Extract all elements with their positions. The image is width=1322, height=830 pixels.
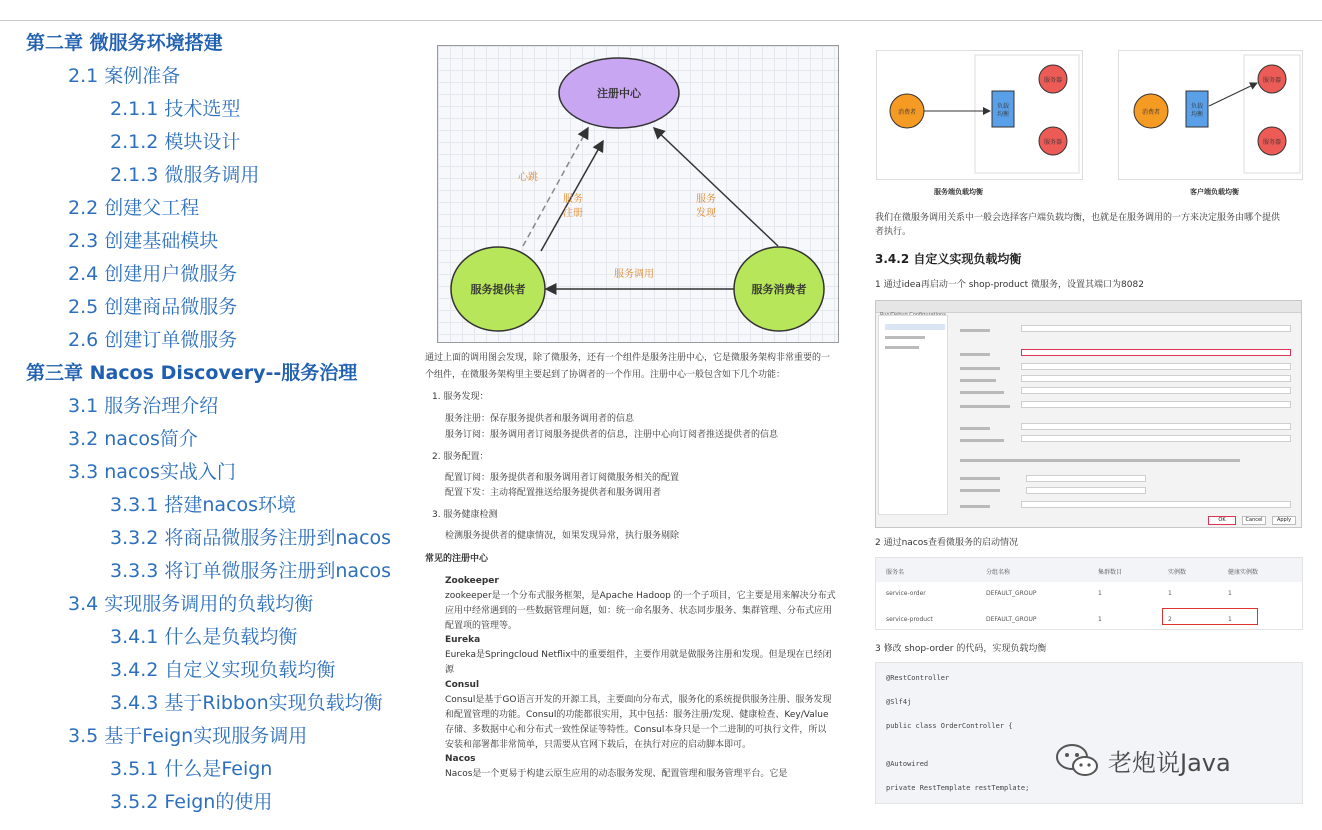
zookeeper-heading: • Zookeeper <box>445 575 865 588</box>
toc-entry[interactable]: 3.3.1 搭建nacos环境 <box>110 494 297 516</box>
code-block <box>875 662 1303 804</box>
lb-text-line-2: 者执行。 <box>875 227 912 237</box>
code-line: @RestController <box>886 674 950 682</box>
step-1: 1 通过idea再启动一个 shop-product 微服务，设置其端口为8082 <box>875 280 1144 290</box>
toc-entry[interactable]: 2.5 创建商品微服务 <box>68 296 238 318</box>
client-lb-caption: 客户端负载均衡 <box>1190 188 1239 196</box>
table-header-cell: 实例数 <box>1168 569 1187 576</box>
provider-label: 服务提供者 <box>470 283 526 296</box>
consul-line-3: 存储、多数据中心和分布式一致性保证等特性。Consul本身只是一个二进制的可执行文件，所以 <box>445 725 827 735</box>
code-line: public class OrderController { <box>886 722 1013 730</box>
toc-entry[interactable]: 3.1 服务治理介绍 <box>68 395 219 417</box>
consumer-node-label: 消费者 <box>897 109 917 116</box>
server-lb-svg <box>877 51 1084 181</box>
register-label-1: 服务 <box>563 194 583 205</box>
toc-entry[interactable]: 2.3 创建基础模块 <box>68 230 219 252</box>
client-lb-label-1: 负载 <box>1190 103 1204 110</box>
dialog-nav-pane <box>878 315 948 515</box>
feature-2: 2. 服务配置： <box>432 452 489 462</box>
discover-label-2: 发现 <box>696 208 716 219</box>
table-cell: DEFAULT_GROUP <box>986 590 1037 597</box>
step-2: 2 通过nacos查看微服务的启动情况 <box>875 538 1018 548</box>
client-consumer-label: 消费者 <box>1141 109 1161 116</box>
common-registries-heading: 常见的注册中心 <box>425 554 489 564</box>
table-cell: DEFAULT_GROUP <box>986 616 1037 623</box>
client-lb-label-2: 均衡 <box>1190 111 1204 118</box>
server-lb-caption: 服务端负载均衡 <box>934 188 983 196</box>
eureka-line-2: 源 <box>445 665 455 675</box>
watermark-text: 老炮说Java <box>1108 748 1231 777</box>
discover-arrow <box>654 128 778 246</box>
eureka-line-1: Eureka是Springcloud Netflix中的重要组件，主要作用就是做服务注册和发现。但是现在已经闭 <box>445 650 832 660</box>
server-lb-panel <box>876 50 1083 180</box>
feature-2a: • 配置订阅：服务提供者和服务调用者订阅微服务相关的配置 <box>445 472 865 485</box>
toc-entry[interactable]: 3.4 实现服务调用的负载均衡 <box>68 593 314 615</box>
table-cell: service-order <box>886 590 926 597</box>
consul-line-1: Consul是基于GO语言开发的开源工具，主要面向分布式，服务化的系统提供服务注册、服务发现 <box>445 695 832 705</box>
nacos-heading: • Nacos <box>445 753 865 766</box>
feature-1b: • 服务订阅：服务调用者订阅服务提供者的信息，注册中心向订阅者推送提供者的信息 <box>445 429 865 442</box>
nacos-line-1: Nacos是一个更易于构建云原生应用的动态服务发现、配置管理和服务管理平台。它是 <box>445 769 788 779</box>
server-node-label-2: 服务器 <box>1043 139 1063 146</box>
code-line: @Slf4j <box>886 698 912 706</box>
table-header-cell: 服务名 <box>886 569 905 576</box>
toc-entry[interactable]: 2.1.1 技术选型 <box>110 98 241 120</box>
registry-diagram-svg <box>438 46 840 344</box>
intro-line-1: 通过上面的调用图会发现，除了微服务，还有一个组件是服务注册中心，它是微服务架构非常重要的一 <box>425 353 831 363</box>
highlight-box <box>1162 608 1258 625</box>
toc-entry[interactable]: 2.6 创建订单微服务 <box>68 329 238 351</box>
toc-chapter[interactable]: 第二章 微服务环境搭建 <box>26 32 223 54</box>
lb-text-line-1: 我们在微服务调用关系中一般会选择客户端负载均衡，也就是在服务调用的一方来决定服务由哪个提供 <box>875 213 1281 223</box>
feature-2b: • 配置下发：主动将配置推送给服务提供者和服务调用者 <box>445 487 865 500</box>
toc-entry[interactable]: 2.2 创建父工程 <box>68 197 200 219</box>
table-header-cell: 分组名称 <box>986 569 1011 576</box>
client-lb-panel <box>1118 50 1303 180</box>
run-config-dialog <box>875 300 1302 528</box>
feature-3a: • 检测服务提供者的健康情况，如果发现异常，执行服务剔除 <box>445 530 865 543</box>
lb-label-2: 均衡 <box>996 111 1010 118</box>
client-server-label-1: 服务器 <box>1262 77 1282 84</box>
server-node-label-1: 服务器 <box>1043 77 1063 84</box>
heartbeat-arrow <box>523 128 588 246</box>
zookeeper-line-2: 应用中经常遇到的一些数据管理问题，如：统一命名服务、状态同步服务、集群管理、分布式应用 <box>445 606 833 616</box>
client-lb-svg <box>1119 51 1304 181</box>
toc-entry[interactable]: 3.4.1 什么是负载均衡 <box>110 626 298 648</box>
toc-entry[interactable]: 3.3.2 将商品微服务注册到nacos <box>110 527 392 549</box>
feature-1a: • 服务注册：保存服务提供者和服务调用者的信息 <box>445 413 865 426</box>
toc-entry[interactable]: 3.5.2 Feign的使用 <box>110 791 273 813</box>
eureka-heading: • Eureka <box>445 634 865 647</box>
toc-entry[interactable]: 3.5 基于Feign实现服务调用 <box>68 725 308 747</box>
toc-entry[interactable]: 2.4 创建用户微服务 <box>68 263 238 285</box>
registry-label: 注册中心 <box>597 87 641 100</box>
feature-3: 3. 服务健康检测 <box>432 510 498 520</box>
dialog-cancel-button[interactable]: Cancel <box>1242 516 1266 525</box>
intro-line-2: 个组件，在微服务架构里主要起到了协调者的一个作用。注册中心一般包含如下几个功能： <box>425 370 786 380</box>
consul-line-2: 和配置管理的功能。Consul的功能都很实用，其中包括：服务注册/发现、健康检查、Key/Value <box>445 710 829 720</box>
service-table <box>875 557 1303 630</box>
step-3: 3 修改 shop-order 的代码，实现负载均衡 <box>875 644 1047 654</box>
table-cell: 2 <box>1168 616 1172 623</box>
toc-entry[interactable]: 2.1.3 微服务调用 <box>110 164 260 186</box>
table-cell: 1 <box>1098 616 1102 623</box>
table-cell: 1 <box>1168 590 1172 597</box>
toc-entry[interactable]: 3.4.2 自定义实现负载均衡 <box>110 659 336 681</box>
watermark <box>1054 740 1231 780</box>
registry-diagram <box>437 45 839 343</box>
table-header-cell: 健康实例数 <box>1228 569 1259 576</box>
table-header-cell: 集群数目 <box>1098 569 1123 576</box>
toc-entry[interactable]: 2.1 案例准备 <box>68 65 181 87</box>
toc-entry[interactable]: 2.1.2 模块设计 <box>110 131 241 153</box>
toc-entry[interactable]: 3.2 nacos简介 <box>68 428 198 450</box>
toc-entry[interactable]: 3.3.3 将订单微服务注册到nacos <box>110 560 392 582</box>
consul-line-4: 安装和部署都非常简单，只需要从官网下载后，在执行对应的启动脚本即可。 <box>445 740 752 750</box>
toc-entry[interactable]: 3.3 nacos实战入门 <box>68 461 236 483</box>
table-cell: 1 <box>1228 590 1232 597</box>
toc-entry[interactable]: 3.5.1 什么是Feign <box>110 758 273 780</box>
section-heading: 3.4.2 自定义实现负载均衡 <box>875 252 1022 266</box>
top-divider <box>0 20 1322 21</box>
zookeeper-line-3: 配置项的管理等。 <box>445 621 518 631</box>
dialog-titlebar <box>876 301 1301 313</box>
table-cell: 1 <box>1098 590 1102 597</box>
code-line: private RestTemplate restTemplate; <box>886 784 1030 792</box>
dialog-ok-button[interactable]: OK <box>1208 516 1236 525</box>
toc-entry[interactable]: 3.4.3 基于Ribbon实现负载均衡 <box>110 692 383 714</box>
call-label: 服务调用 <box>614 269 654 280</box>
code-line: @Autowired <box>886 760 929 768</box>
toc-chapter[interactable]: 第三章 Nacos Discovery--服务治理 <box>26 362 358 384</box>
register-label-2: 注册 <box>563 208 583 219</box>
client-server-label-2: 服务器 <box>1262 139 1282 146</box>
heartbeat-label: 心跳 <box>518 172 538 183</box>
zookeeper-line-1: zookeeper是一个分布式服务框架，是Apache Hadoop 的一个子项目，它主要是用来解决分布式 <box>445 591 836 601</box>
discover-label-1: 服务 <box>696 194 716 205</box>
lb-label-1: 负载 <box>996 103 1010 110</box>
consul-heading: • Consul <box>445 679 865 692</box>
table-cell: 1 <box>1228 616 1232 623</box>
dialog-apply-button[interactable]: Apply <box>1272 516 1296 525</box>
consumer-label: 服务消费者 <box>751 283 807 296</box>
feature-1: 1. 服务发现： <box>432 392 489 402</box>
wechat-icon <box>1054 742 1100 778</box>
table-cell: service-product <box>886 616 933 623</box>
